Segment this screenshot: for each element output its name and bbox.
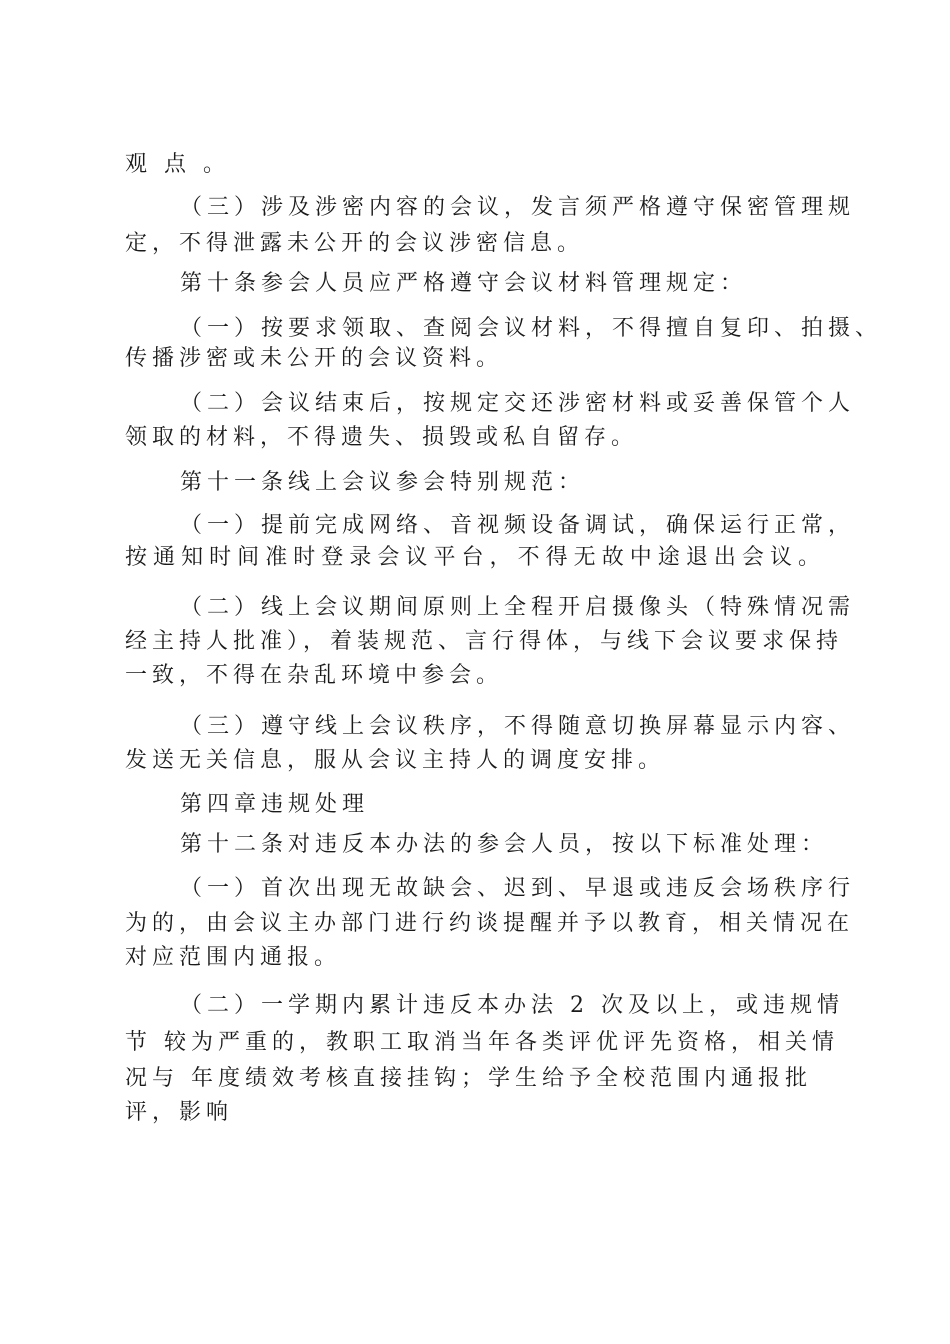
text-line: （一）首次出现无故缺会、迟到、早退或违反会场秩序行	[180, 876, 856, 901]
text-line: 定，不得泄露未公开的会议涉密信息。	[125, 231, 585, 256]
text-line: （二）一学期内累计违反本办法 2 次及以上，或违规情	[180, 993, 844, 1018]
text-line: 传播涉密或未公开的会议资料。	[125, 346, 504, 371]
text-line: （一）按要求领取、查阅会议材料，不得擅自复印、拍摄、	[180, 316, 883, 341]
text-line: 领取的材料，不得遗失、损毁或私自留存。	[125, 425, 639, 450]
text-line: （二）会议结束后，按规定交还涉密材料或妥善保管个人	[180, 391, 856, 416]
text-line: 按通知时间准时登录会议平台，不得无故中途退出会议。	[125, 545, 825, 570]
text-line: 观 点 。	[125, 152, 230, 177]
text-line: 发送无关信息，服从会议主持人的调度安排。	[125, 748, 666, 773]
text-line: 经主持人批准），着装规范、言行得体，与线下会议要求保持	[125, 629, 844, 654]
text-line: （三）遵守线上会议秩序，不得随意切换屏幕显示内容、	[180, 714, 856, 739]
section-heading: 第十一条线上会议参会特别规范：	[180, 470, 586, 495]
text-line: 况与 年度绩效考核直接挂钩；学生给予全校范围内通报批	[125, 1066, 812, 1091]
chapter-heading: 第四章违规处理	[180, 792, 370, 817]
text-line: （三）涉及涉密内容的会议，发言须严格遵守保密管理规	[180, 195, 856, 220]
text-line: 对应范围内通报。	[125, 945, 342, 970]
text-line: （二）线上会议期间原则上全程开启摄像头（特殊情况需	[180, 595, 856, 620]
text-line: （一）提前完成网络、音视频设备调试，确保运行正常，	[180, 513, 856, 538]
text-line: 节 较为严重的，教职工取消当年各类评优评先资格，相关情	[125, 1030, 839, 1055]
section-heading: 第十二条对违反本办法的参会人员，按以下标准处理：	[180, 832, 829, 857]
text-line: 为的，由会议主办部门进行约谈提醒并予以教育，相关情况在	[125, 911, 855, 936]
text-line: 一致，不得在杂乱环境中参会。	[125, 663, 504, 688]
text-line: 评，影响	[125, 1100, 234, 1125]
section-heading: 第十条参会人员应严格遵守会议材料管理规定：	[180, 271, 748, 296]
